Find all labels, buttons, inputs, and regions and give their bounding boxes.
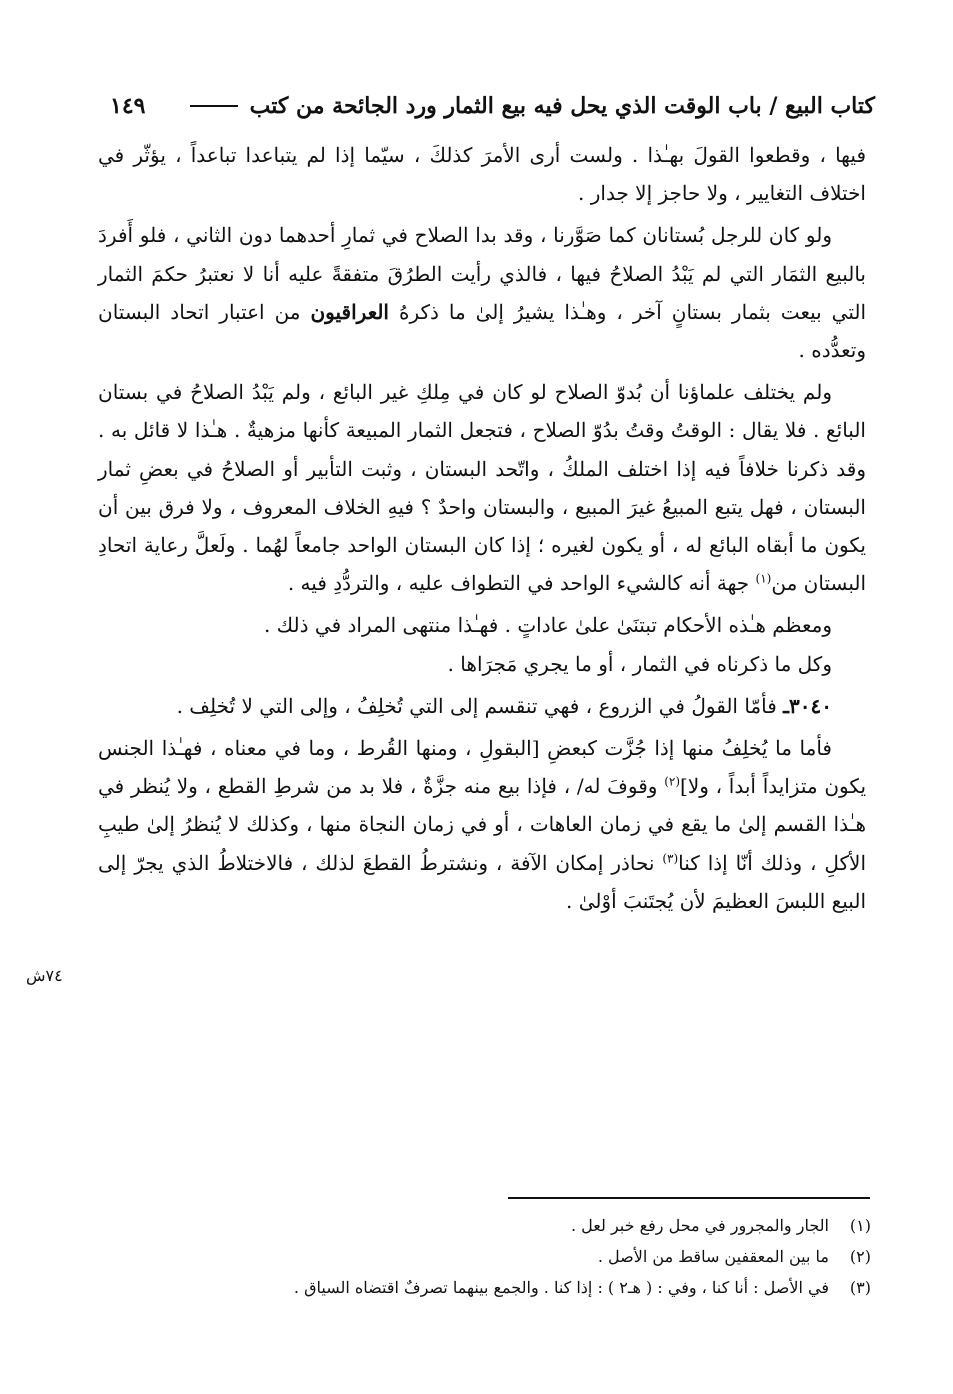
footnote-separator [508,1197,870,1199]
footnote-3-number: (٣) [849,1278,871,1297]
paragraph-4-text: ومعظم هـٰذه الأحكام تبتنَىٰ علىٰ عاداتٍ . فهـٰذا منتهى المراد في ذلك . [263,613,832,638]
paragraph-7-text-c: نحاذر إمكان الآفة ، ونشترطُ القطعَ لذلك ، فالاختلاطُ الذي يجرّ إلى البيع اللبسَ العظيمَ لأن يُجتَنبَ أوْلىٰ . [98,850,866,913]
paragraph-2 [98,216,866,369]
paragraph-2-bold-term: العراقيون [310,299,389,324]
paragraph-7 [98,729,866,920]
paragraph-3 [98,373,866,602]
body-text [98,136,866,924]
running-header [110,84,875,128]
paragraph-4 [98,606,866,644]
paragraph-2-text-a: ولو كان للرجل بُستانان كما صَوَّرنا ، وقد بدا الصلاح في ثمارِ أحدهما دون الثاني ، فلو أَفردَ بالبيع الثمَار التي لم يَبْدُ الصلاحُ فيها ، فالذي رأيت الطرُقَ متفقةً عليه أنا لا نعتبرُ حكمَ الثمار التي بيعت بثمار بستانٍ آخر ، وهـٰذا يشيرُ إلىٰ ما ذكرهُ [98,223,867,324]
paragraph-3-text-b: جهة أنه كالشيء الواحد في التطواف عليه ، والتردُّدِ فيه . [287,571,750,596]
footnotes [91,1210,871,1303]
paragraph-7-text-a: فأما ما يُخلِفُ منها إذا جُزَّت كبعضِ [البقولِ ، ومنها القُرط ، وما في معناه ، فهـٰذا الجنس يكون متزايداً أبداً ، ولا] [98,736,867,799]
paragraph-7-text-b: وقوفَ له/ ، فإذا بيع منه جزَّةٌ ، فلا بد من شرطِ القطع ، ولا يُنظر في هـٰذا القسم إلىٰ ما يقع في زمان العاهات ، أو في زمان النجاة منها ، وكذلك لا يُنظرُ إلىٰ طيبِ الأكلِ ، وذلك أنّا إذا كنا [98,774,867,875]
paragraph-3-text-a: ولم يختلف علماؤنا أن بُدوّ الصلاح لو كان في مِلكِ غير البائع ، ولم يَبْدُ الصلاحُ في بستان البائع . فلا يقال : الوقتُ وقتُ بدُوّ الصلاح ، فتجعل الثمار المبيعة كأنها مزهيةٌ . هـٰذا لا قائل به . وقد ذكرنا خلافاً فيه إذا اختلف الملكُ ، واتّحد البستان ، وثبت التأبير أو الصلاحُ في بعضِ ثمار البستان ، فهل يتبع المبيعُ غيرَ المبيع ، والبستان واحدٌ ؟ فيهِ الخلاف المعروف ، ولا فرق بين أن يكون ما أبقاه البائع له ، أو يكون لغيره ؛ إذا كان البستان الواحد جامعاً لهُما . ولَعلَّ رعاية اتحادِ البستان من [98,380,867,596]
paragraph-6-number: ٣٠٤٠ـ [783,693,832,718]
footnote-2-number: (٢) [849,1247,871,1266]
paragraph-2-text-b: من اعتبار اتحاد البستان وتعدُّده . [98,299,866,363]
paragraph-6 [98,687,866,725]
footnote-2-text: ما بين المعقفين ساقط من الأصل . [597,1247,829,1266]
footnote-3-text: في الأصل : أنا كنا ، وفي : ( هـ٢ ) : إذا كنا . والجمع بينهما تصرفٌ اقتضاه السياق . [293,1278,829,1297]
footnote-1-number: (١) [849,1216,871,1235]
paragraph-5 [98,645,866,683]
footnote-1 [91,1210,871,1241]
header-title-group [178,93,875,119]
paragraph-1-text: فيها ، وقطعوا القولَ بهـٰذا . ولست أرى الأمرَ كذلكَ ، سيّما إذا لم يتباعدا تباعداً ، يؤثّر في اختلاف التغايير ، ولا حاجز إلا جدار . [98,143,866,206]
footnote-ref-1[interactable]: (١) [755,571,772,586]
footnote-3 [91,1272,871,1303]
footnote-ref-3[interactable]: (٣) [662,851,679,865]
page-number: ١٤٩ [110,93,146,119]
header-title: كتاب البيع / باب الوقت الذي يحل فيه بيع الثمار ورد الجائحة من كتب [249,93,875,119]
footnote-ref-2[interactable]: (٢) [664,774,681,789]
footnote-1-text: الجار والمجرور في محل رفع خبر لعل . [571,1216,829,1235]
paragraph-5-text: وكل ما ذكرناه في الثمار ، أو ما يجري مَجرَاها . [447,651,832,676]
margin-note: ٧٤ش [26,966,63,985]
header-dash [190,105,238,107]
footnote-2 [91,1241,871,1272]
paragraph-1 [98,136,866,212]
paragraph-6-text: فأمّا القولُ في الزروع ، فهي تنقسم إلى التي تُخلِفُ ، وإلى التي لا تُخلِف . [176,693,777,718]
